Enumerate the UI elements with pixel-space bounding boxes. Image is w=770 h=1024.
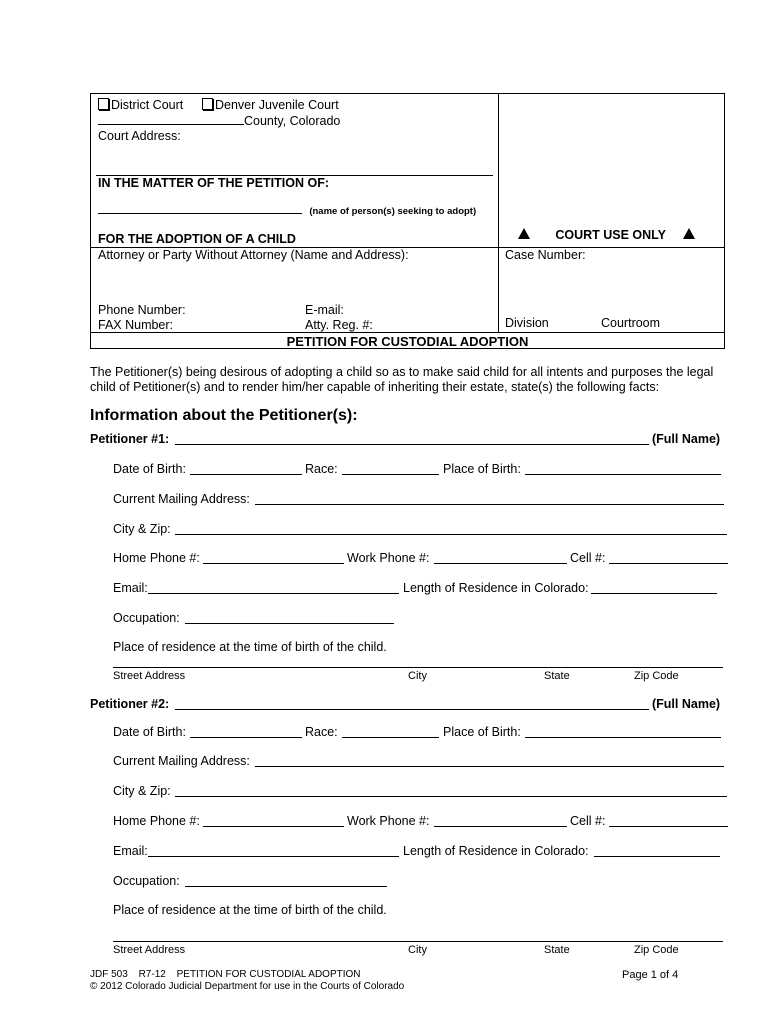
petitioner2-race-field[interactable] [342, 737, 439, 738]
petitioner2-email-label: Email: [113, 844, 148, 858]
petitioner2-dob-field[interactable] [190, 737, 302, 738]
county-field[interactable] [98, 115, 244, 125]
district-court-option[interactable]: District Court [98, 98, 183, 112]
petitioner1-occupation-label: Occupation: [113, 611, 180, 625]
petitioner2-dob-label: Date of Birth: [113, 725, 186, 739]
petitioner1-state-caption: State [544, 670, 570, 682]
petitioner2-label: Petitioner #2: [90, 697, 170, 711]
petitioner1-street-address-caption: Street Address [113, 670, 186, 682]
petitioner1-residence-length-label: Length of Residence in Colorado: [403, 581, 589, 595]
district-court-checkbox[interactable] [98, 98, 109, 110]
footer-form-name: PETITION FOR CUSTODIAL ADOPTION [176, 969, 361, 980]
petitioner2-residence-length-label: Length of Residence in Colorado: [403, 844, 589, 858]
petitioner1-residence-length-field[interactable] [591, 593, 717, 594]
denver-juvenile-court-checkbox[interactable] [202, 98, 213, 110]
petitioner1-home-phone-field[interactable] [203, 563, 344, 564]
petitioner1-place-of-birth-field[interactable] [525, 474, 721, 475]
petitioner1-place-of-birth-label: Place of Birth: [443, 462, 521, 476]
petitioner2-zip-code-caption: Zip Code [634, 944, 679, 956]
fax-number-label: FAX Number: [98, 318, 174, 332]
petitioner2-email-field[interactable] [148, 856, 399, 857]
petitioner1-name-field[interactable] [175, 444, 649, 445]
petitioner2-street-address-caption: Street Address [113, 944, 186, 956]
petitioner1-city-zip-label: City & Zip: [113, 522, 171, 536]
atty-reg-label: Atty. Reg. #: [305, 318, 373, 332]
county-colorado-label: County, Colorado [244, 114, 341, 128]
petitioner1-cell-label: Cell #: [570, 551, 606, 565]
petitioner2-home-phone-label: Home Phone #: [113, 814, 200, 828]
courtroom-label: Courtroom [601, 316, 661, 330]
intro-line-2: child of Petitioner(s) and to render him/her capable of inheriting their estate, state(s) the following facts: [90, 380, 660, 394]
county-line [98, 115, 340, 128]
petitioner2-occupation-label: Occupation: [113, 874, 180, 888]
court-address-label: Court Address: [98, 129, 181, 143]
footer-revision: R7-12 [138, 969, 166, 980]
petitioner1-work-phone-field[interactable] [434, 563, 567, 564]
petitioner1-zip-code-caption: Zip Code [634, 670, 679, 682]
petitioner1-place-of-residence-label: Place of residence at the time of birth of the child. [113, 640, 387, 654]
petitioner2-work-phone-field[interactable] [434, 826, 567, 827]
petitioner2-city-zip-field[interactable] [175, 796, 727, 797]
section-heading: Information about the Petitioner(s): [90, 407, 358, 424]
division-label: Division [505, 316, 549, 330]
petitioner2-name-field[interactable] [175, 709, 649, 710]
up-arrow-icon [518, 228, 530, 239]
footer-page-number: Page 1 of 4 [622, 969, 679, 981]
petitioner2-cell-field[interactable] [609, 826, 728, 827]
petitioner2-work-phone-label: Work Phone #: [347, 814, 430, 828]
petitioner2-full-name-note: (Full Name) [652, 697, 721, 711]
petitioner1-mailing-address-field[interactable] [255, 504, 724, 505]
caption-divider-vertical [498, 93, 499, 332]
petitioner1-city-zip-field[interactable] [175, 534, 727, 535]
petitioner1-email-field[interactable] [148, 593, 399, 594]
case-number-label: Case Number: [505, 248, 586, 262]
petitioner1-residence-field[interactable] [113, 667, 723, 668]
for-adoption-label: FOR THE ADOPTION OF A CHILD [98, 232, 296, 246]
petitioner2-cell-label: Cell #: [570, 814, 606, 828]
caption-divider-title [90, 332, 725, 333]
footer-copyright: © 2012 Colorado Judicial Department for use in the Courts of Colorado [90, 981, 405, 992]
petitioner2-place-of-residence-label: Place of residence at the time of birth of the child. [113, 903, 387, 917]
petitioner1-home-phone-label: Home Phone #: [113, 551, 200, 565]
in-the-matter-label: IN THE MATTER OF THE PETITION OF: [98, 176, 330, 190]
denver-juvenile-court-option[interactable]: Denver Juvenile Court [202, 98, 339, 112]
petitioner1-dob-field[interactable] [190, 474, 302, 475]
email-label: E-mail: [305, 303, 344, 317]
petitioner1-race-label: Race: [305, 462, 338, 476]
petitioner2-home-phone-field[interactable] [203, 826, 344, 827]
name-of-persons-note: (name of person(s) seeking to adopt) [309, 206, 477, 217]
petitioner1-occupation-field[interactable] [185, 623, 394, 624]
petitioner-name-field[interactable] [98, 204, 302, 214]
intro-line-1: The Petitioner(s) being desirous of adopting a child so as to make said child for all intents and purposes the legal [90, 365, 714, 379]
attorney-label: Attorney or Party Without Attorney (Name and Address): [98, 248, 409, 262]
petitioner2-residence-field[interactable] [113, 941, 723, 942]
petitioner2-state-caption: State [544, 944, 570, 956]
petitioner2-city-caption: City [408, 944, 427, 956]
form-title: PETITION FOR CUSTODIAL ADOPTION [286, 334, 529, 349]
petitioner1-email-label: Email: [113, 581, 148, 595]
footer-form-id: JDF 503 [90, 969, 128, 980]
petitioner1-race-field[interactable] [342, 474, 439, 475]
petitioner2-place-of-birth-label: Place of Birth: [443, 725, 521, 739]
petitioner1-dob-label: Date of Birth: [113, 462, 186, 476]
footer-form-line [90, 970, 361, 980]
phone-number-label: Phone Number: [98, 303, 186, 317]
petitioner1-mailing-address-label: Current Mailing Address: [113, 492, 250, 506]
petitioner1-full-name-note: (Full Name) [652, 432, 721, 446]
petitioner1-city-caption: City [408, 670, 427, 682]
petitioner2-mailing-address-label: Current Mailing Address: [113, 754, 250, 768]
court-use-only: COURT USE ONLY [518, 228, 695, 242]
petitioner2-mailing-address-field[interactable] [255, 766, 724, 767]
petitioner2-residence-length-field[interactable] [594, 856, 720, 857]
up-arrow-icon [683, 228, 695, 239]
petitioner2-race-label: Race: [305, 725, 338, 739]
petitioner1-work-phone-label: Work Phone #: [347, 551, 430, 565]
petitioner1-cell-field[interactable] [609, 563, 728, 564]
petitioner2-place-of-birth-field[interactable] [525, 737, 721, 738]
petitioner-name-line [98, 204, 476, 217]
petitioner2-occupation-field[interactable] [185, 886, 387, 887]
petitioner1-label: Petitioner #1: [90, 432, 170, 446]
petitioner2-city-zip-label: City & Zip: [113, 784, 171, 798]
